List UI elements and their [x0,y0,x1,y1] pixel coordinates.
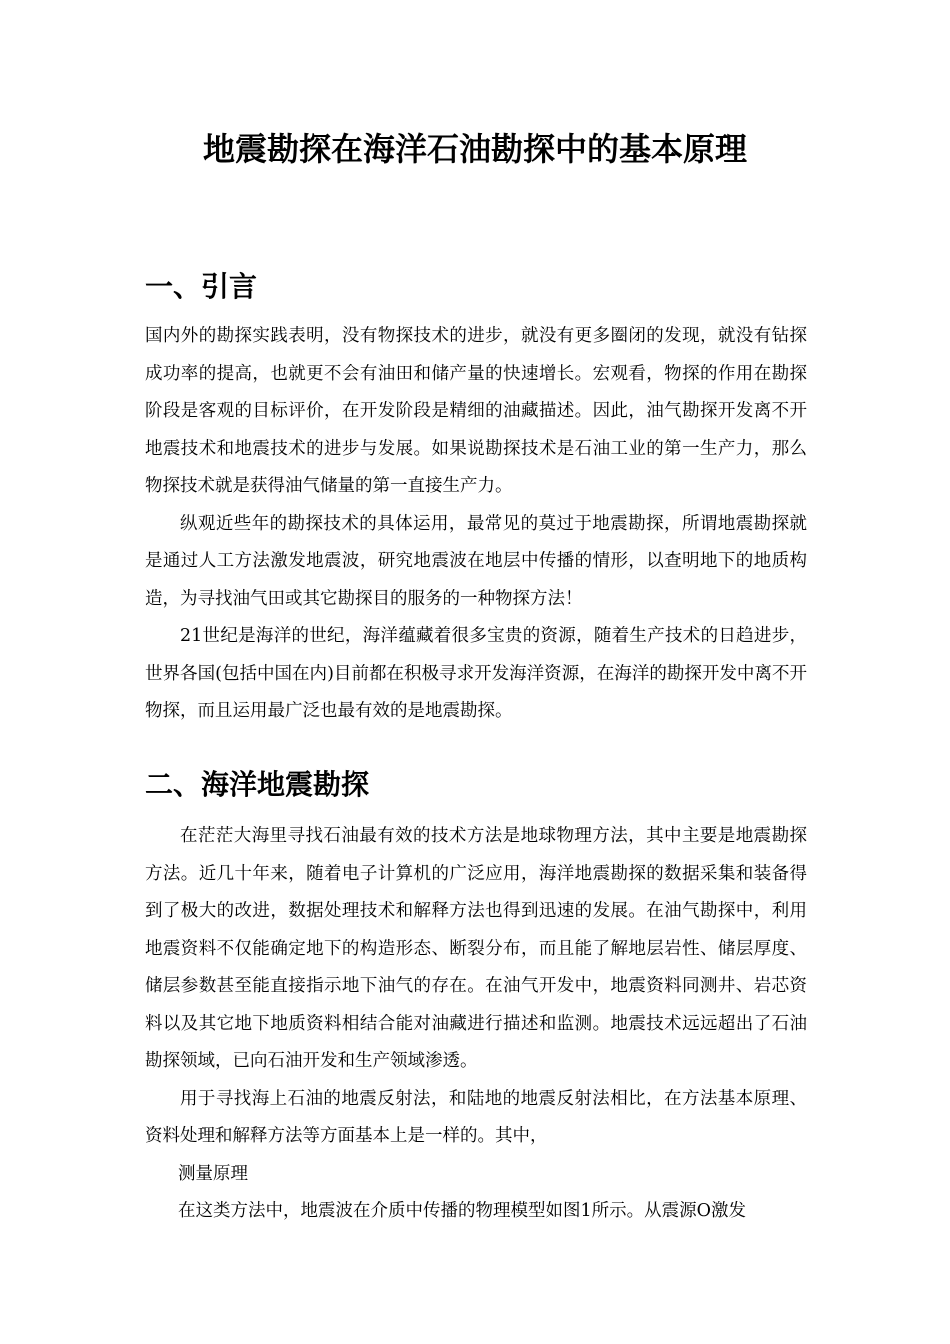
subheading-measurement-principle: 测量原理 [178,1163,248,1184]
paragraph: 21世纪是海洋的世纪，海洋蕴藏着很多宝贵的资源，随着生产技术的日趋进步，世界各国(包括中国在内)目前都在积极寻求开发海洋资源，在海洋的勘探开发中离不开物探，而且运用最广泛也最有效的是地震勘探。 [145,626,807,721]
paragraph: 在茫茫大海里寻找石油最有效的技术方法是地球物理方法，其中主要是地震勘探方法。近几十年来，随着电子计算机的广泛应用，海洋地震勘探的数据采集和装备得到了极大的改进，数据处理技术和解释方法也得到迅速的发展。在油气勘探中，利用地震资料不仅能确定地下的构造形态、断裂分布，而且能了解地层岩性、储层厚度、储层参数甚至能直接指示地下油气的存在。在油气开发中，地震资料同测井、岩芯资料以及其它地下地质资料相结合能对油藏进行描述和监测。地震技术远远超出了石油勘探领域，已向石油开发和生产领域渗透。 [145,826,807,1071]
paragraph: 用于寻找海上石油的地震反射法，和陆地的地震反射法相比，在方法基本原理、资料处理和解释方法等方面基本上是一样的。其中， [145,1088,807,1146]
paragraph: 国内外的勘探实践表明，没有物探技术的进步，就没有更多圈闭的发现，就没有钻探成功率的提高，也就更不会有油田和储产量的快速增长。宏观看，物探的作用在勘探阶段是客观的目标评价，在开发阶段是精细的油藏描述。因此，油气勘探开发离不开地震技术和地震技术的进步与发展。如果说勘探技术是石油工业的第一生产力，那么物探技术就是获得油气储量的第一直接生产力。 [145,326,807,496]
paragraph: 在这类方法中，地震波在介质中传播的物理模型如图1所示。从震源O激发 [178,1201,746,1221]
section-heading-introduction: 一、引言 [145,270,258,303]
section-heading-marine-seismic: 二、海洋地震勘探 [145,768,370,801]
paragraph: 纵观近些年的勘探技术的具体运用，最常见的莫过于地震勘探，所谓地震勘探就是通过人工方法激发地震波，研究地震波在地层中传播的情形，以查明地下的地质构造，为寻找油气田或其它勘探目的服务的一种物探方法！ [145,513,807,609]
section-body-marine-seismic [145,818,807,1231]
document-title: 地震勘探在海洋石油勘探中的基本原理 [202,130,747,168]
section-body-introduction [145,318,807,731]
